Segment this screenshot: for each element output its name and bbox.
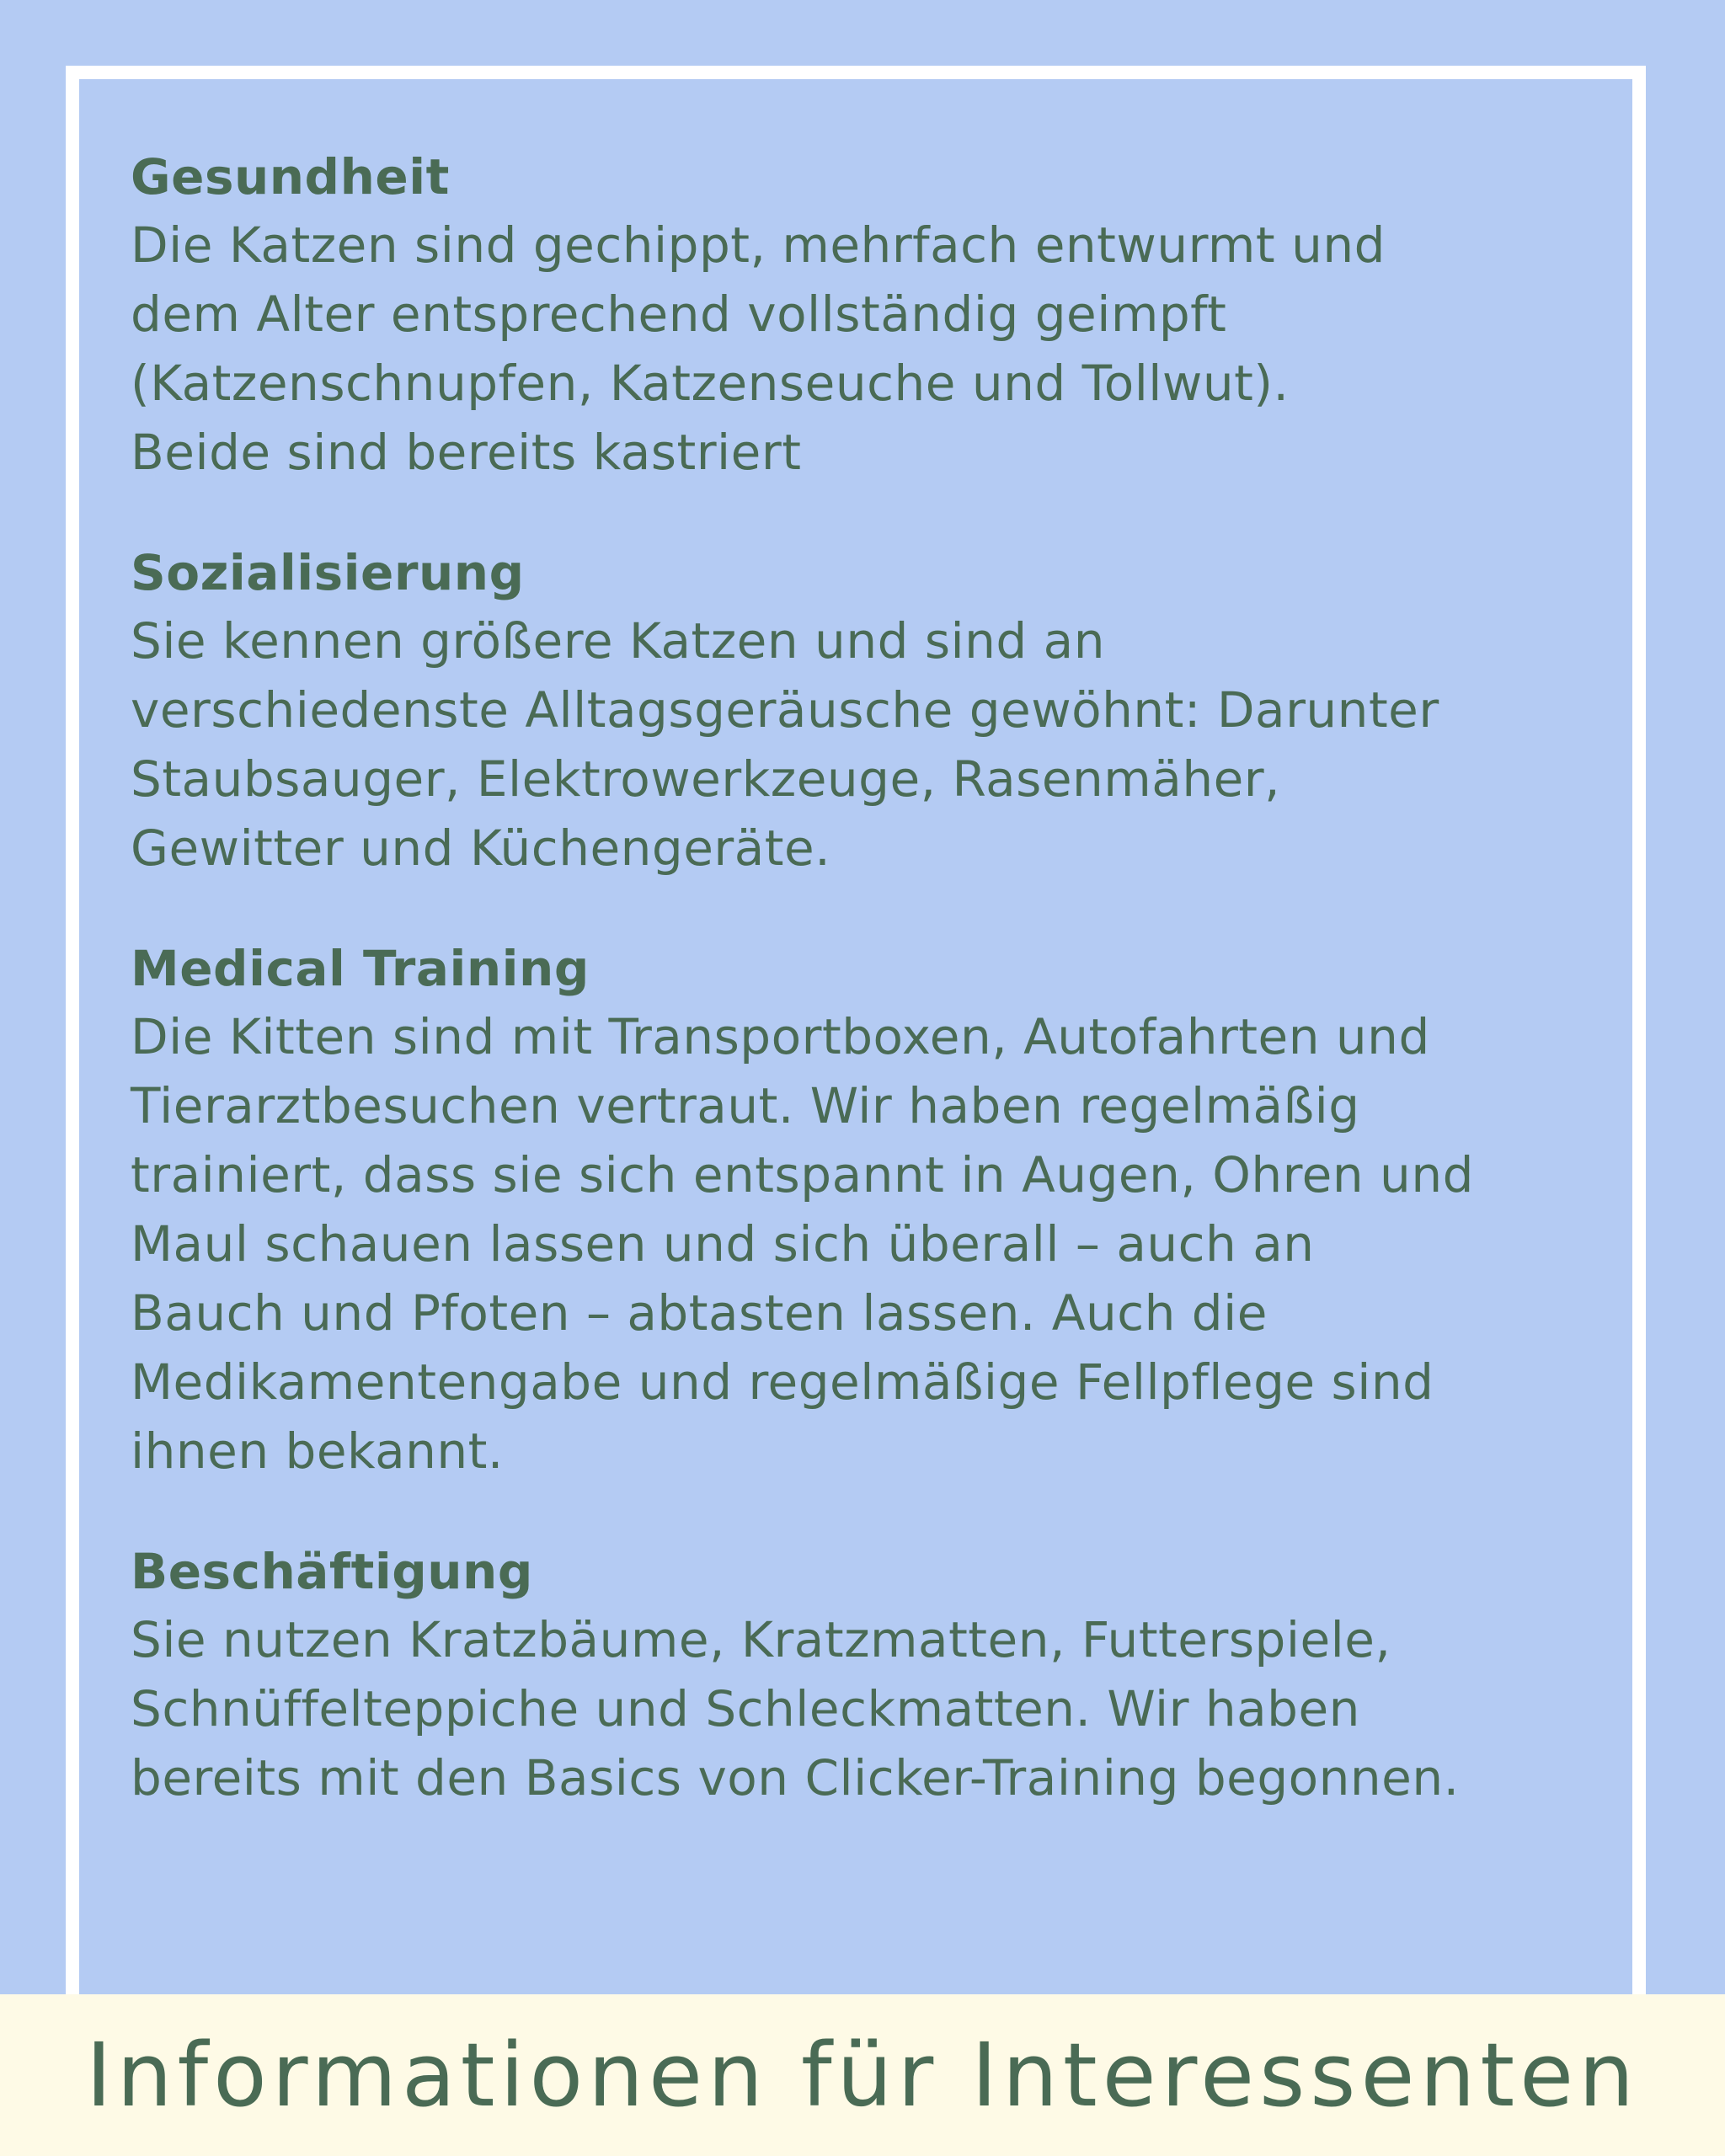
text-line: Medikamentengabe und regelmäßige Fellpflege sind xyxy=(131,1353,1434,1411)
text-line: Tierarztbesuchen vertraut. Wir haben regelmäßig xyxy=(131,1077,1360,1134)
text-line: Sie nutzen Kratzbäume, Kratzmatten, Futterspiele, xyxy=(131,1611,1391,1668)
section-medical-training xyxy=(131,935,1613,1486)
text-line: ihnen bekannt. xyxy=(131,1422,504,1480)
text-line: Sie kennen größere Katzen und sind an xyxy=(131,612,1105,670)
text-line: Gewitter und Küchengeräte. xyxy=(131,819,831,877)
section-body xyxy=(131,211,1613,487)
section-heading: Sozialisierung xyxy=(131,544,525,601)
text-line: (Katzenschnupfen, Katzenseuche und Tollwut). xyxy=(131,355,1290,412)
text-line: Schnüffelteppiche und Schleckmatten. Wir haben xyxy=(131,1680,1360,1737)
section-heading: Medical Training xyxy=(131,940,590,997)
text-line: Bauch und Pfoten – abtasten lassen. Auch die xyxy=(131,1284,1268,1342)
section-heading: Beschäftigung xyxy=(131,1543,533,1600)
text-line: Die Katzen sind gechippt, mehrfach entwurmt und xyxy=(131,216,1386,274)
text-line: verschiedenste Alltagsgeräusche gewöhnt: Darunter xyxy=(131,681,1439,739)
section-body xyxy=(131,1605,1613,1812)
section-gesundheit xyxy=(131,143,1613,487)
section-beschaeftigung xyxy=(131,1538,1613,1812)
text-line: Maul schauen lassen und sich überall – auch an xyxy=(131,1215,1315,1273)
section-body xyxy=(131,606,1613,883)
footer-title: Informationen für Interessenten xyxy=(85,2024,1640,2127)
text-line: bereits mit den Basics von Clicker-Training begonnen. xyxy=(131,1749,1460,1806)
text-line: dem Alter entsprechend vollständig geimpft xyxy=(131,286,1227,343)
info-content xyxy=(131,143,1613,1865)
text-line: Die Kitten sind mit Transportboxen, Autofahrten und xyxy=(131,1008,1430,1065)
text-line: Beide sind bereits kastriert xyxy=(131,424,802,481)
section-heading: Gesundheit xyxy=(131,148,450,205)
section-body xyxy=(131,1002,1613,1486)
footer-banner xyxy=(0,1994,1725,2156)
text-line: Staubsauger, Elektrowerkzeuge, Rasenmäher, xyxy=(131,750,1281,808)
text-line: trainiert, dass sie sich entspannt in Augen, Ohren und xyxy=(131,1146,1474,1203)
section-sozialisierung xyxy=(131,539,1613,883)
